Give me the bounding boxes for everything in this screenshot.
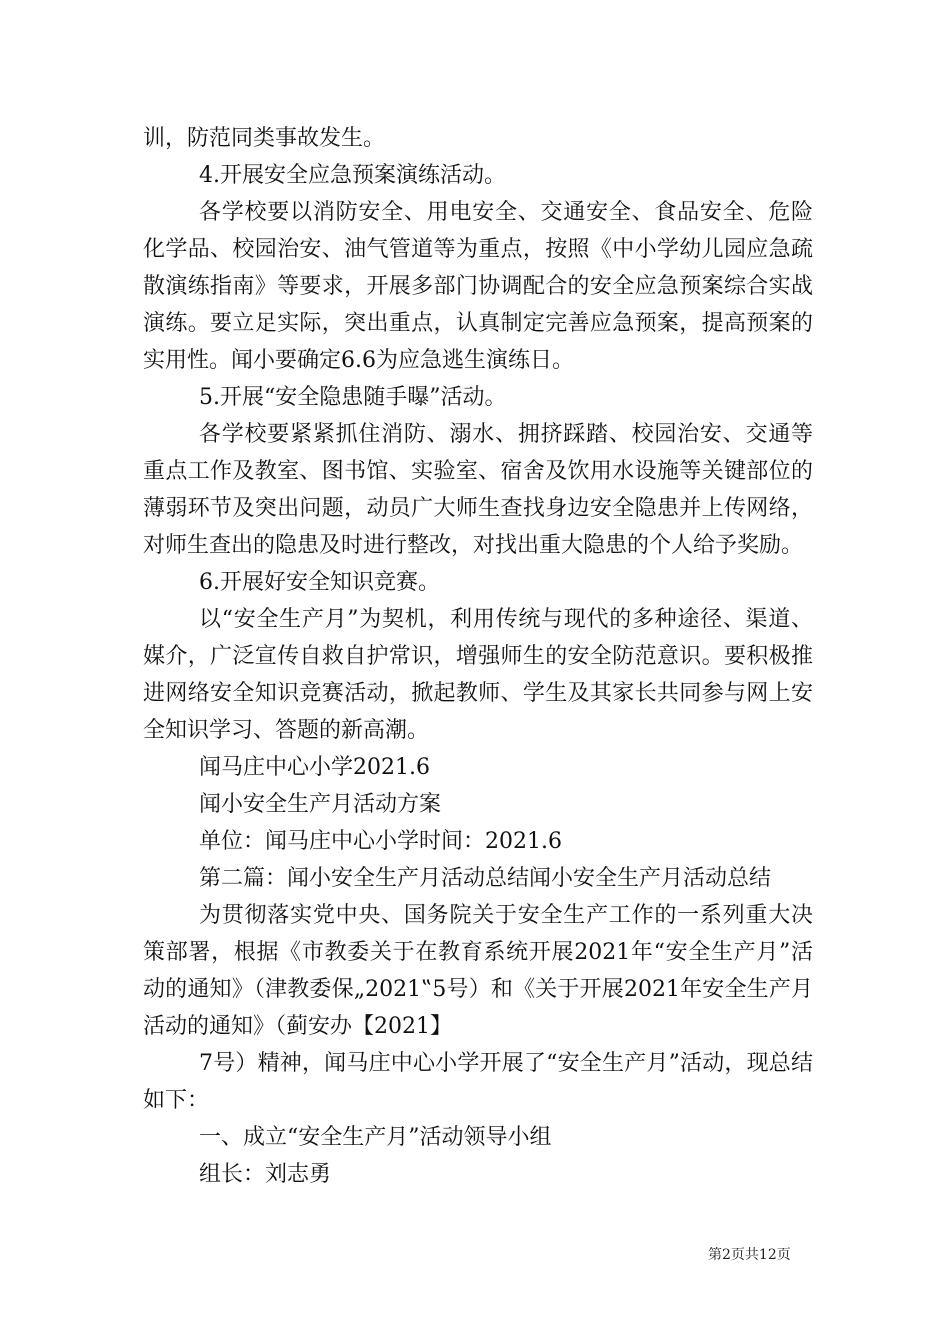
paragraph: 训，防范同类事故发生。 <box>143 126 386 151</box>
unit-time-line: 单位：闻马庄中心小学时间：2021.6 <box>199 829 562 854</box>
document-title-line: 闻小安全生产月活动方案 <box>199 792 442 817</box>
page-number: 第2页共12页 <box>708 1247 791 1263</box>
paragraph-heading: 4.开展安全应急预案演练活动。 <box>199 163 506 188</box>
paragraph: 为贯彻落实党中央、国务院关于安全生产工作的一系列重大决策部署，根据《市教委关于在教育系统开展2021年“安全生产月”活动的通知》（津教委保„2021‟5号）和《关于开展2021年安全生产月活动的通知》（蓟安办【2021】 <box>143 903 813 1039</box>
signature-line: 闻马庄中心小学2021.6 <box>199 755 430 780</box>
paragraph: 各学校要以消防安全、用电安全、交通安全、食品安全、危险化学品、校园治安、油气管道等为重点，按照《中小学幼儿园应急疏散演练指南》等要求，开展多部门协调配合的安全应急预案综合实战演练。要立足实际，突出重点，认真制定完善应急预案，提高预案的实用性。闻小要确定6.6为应急逃生演练日。 <box>143 200 813 373</box>
paragraph: 7号）精神，闻马庄中心小学开展了“安全生产月”活动，现总结如下： <box>143 1051 813 1113</box>
paragraph-heading: 5.开展“安全隐患随手曝”活动。 <box>199 385 507 410</box>
paragraph: 组长：刘志勇 <box>199 1162 332 1187</box>
document-body <box>143 120 813 1193</box>
paragraph: 以“安全生产月”为契机，利用传统与现代的多种途径、渠道、媒介，广泛宣传自救自护常识，增强师生的安全防范意识。要积极推进网络安全知识竞赛活动，掀起教师、学生及其家长共同参与网上安全知识学习、答题的新高潮。 <box>143 607 813 743</box>
section-title: 第二篇：闻小安全生产月活动总结闻小安全生产月活动总结 <box>199 866 772 891</box>
paragraph-heading: 6.开展好安全知识竞赛。 <box>199 570 440 595</box>
paragraph-heading: 一、成立“安全生产月”活动领导小组 <box>199 1125 552 1150</box>
paragraph: 各学校要紧紧抓住消防、溺水、拥挤踩踏、校园治安、交通等重点工作及教室、图书馆、实验室、宿舍及饮用水设施等关键部位的薄弱环节及突出问题，动员广大师生查找身边安全隐患并上传网络，对师生查出的隐患及时进行整改，对找出重大隐患的个人给予奖励。 <box>143 422 813 558</box>
